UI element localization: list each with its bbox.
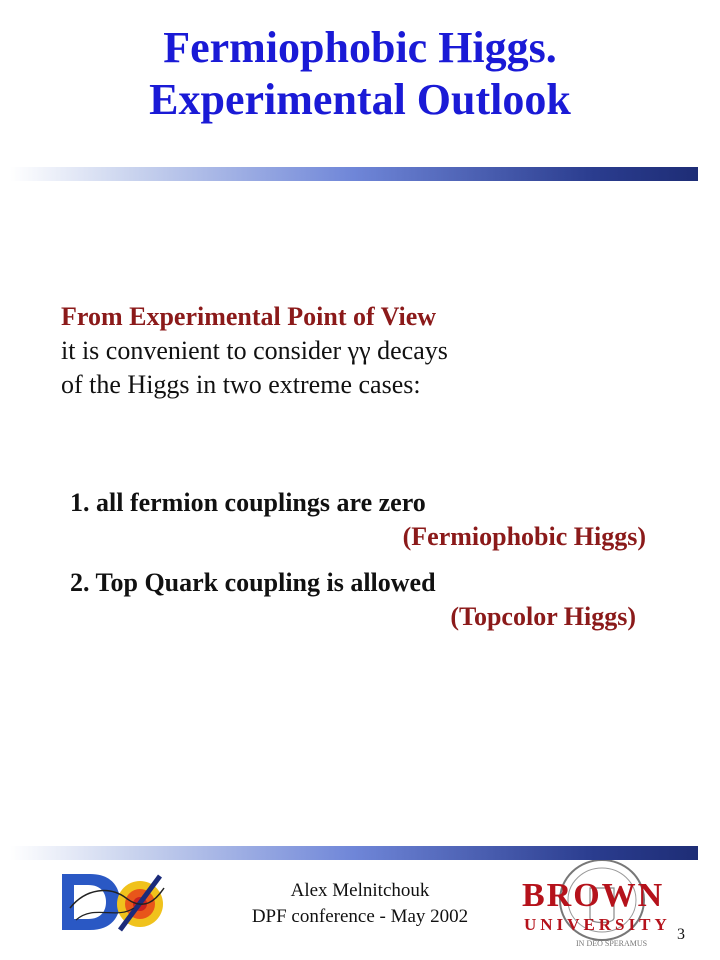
title-line-2: Experimental Outlook <box>149 75 571 124</box>
bottom-divider <box>10 846 698 860</box>
list-item <box>70 486 670 554</box>
page-number: 3 <box>677 926 685 943</box>
title-line-1: Fermiophobic Higgs. <box>163 23 557 72</box>
list-item-text: 1. all fermion couplings are zero <box>70 488 426 517</box>
intro-line-2: of the Higgs in two extreme cases: <box>61 370 421 399</box>
intro-heading: From Experimental Point of View <box>61 302 437 331</box>
svg-text:IN DEO SPERAMUS: IN DEO SPERAMUS <box>576 939 648 948</box>
footer-author: Alex Melnitchouk <box>290 880 430 901</box>
brown-university-logo <box>510 860 680 950</box>
svg-text:BROWN: BROWN <box>522 877 665 914</box>
list-item-text: 2. Top Quark coupling is allowed <box>70 568 436 597</box>
cases-list <box>70 486 670 634</box>
list-item-note: (Fermiophobic Higgs) <box>402 522 646 551</box>
list-item-note: (Topcolor Higgs) <box>450 602 636 631</box>
slide-title <box>0 22 720 126</box>
top-divider <box>10 167 698 181</box>
intro-paragraph <box>61 300 661 402</box>
list-item <box>70 566 670 634</box>
intro-line-1: it is convenient to consider γγ decays <box>61 336 448 365</box>
svg-text:UNIVERSITY: UNIVERSITY <box>524 915 671 934</box>
footer-conference: DPF conference - May 2002 <box>251 906 469 927</box>
